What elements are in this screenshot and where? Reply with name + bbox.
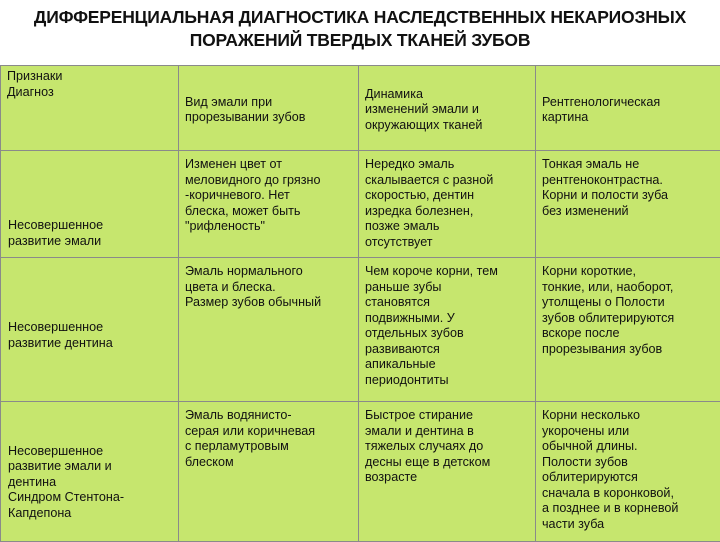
table-row <box>1 258 720 402</box>
header-cell-dynamics: Динамика изменений эмали и окружающих тканей <box>359 66 536 151</box>
title-line-1: ДИФФЕРЕНЦИАЛЬНАЯ ДИАГНОСТИКА НАСЛЕДСТВЕННЫХ НЕКАРИОЗНЫХ <box>0 6 720 29</box>
xray-cell: Корни несколько укорочены или обычной длины. Полости зубов облитерируются сначала в коронковой, а позднее и в корневой части зуба <box>536 402 720 542</box>
dynamics-cell: Чем короче корни, тем раньше зубы становятся подвижными. У отдельных зубов развиваются апикальные периодонтиты <box>359 258 536 402</box>
header-cell-enamel-appearance: Вид эмали при прорезывании зубов <box>179 66 359 151</box>
enamel-cell: Эмаль нормального цвета и блеска. Размер зубов обычный <box>179 258 359 402</box>
xray-cell: Корни короткие, тонкие, или, наоборот, утолщены о Полости зубов облитерируются вскоре после прорезывания зубов <box>536 258 720 402</box>
differential-diagnosis-table <box>0 65 720 542</box>
title-line-2: ПОРАЖЕНИЙ ТВЕРДЫХ ТКАНЕЙ ЗУБОВ <box>0 29 720 52</box>
enamel-cell: Эмаль водянисто- серая или коричневая с перламутровым блеском <box>179 402 359 542</box>
dynamics-cell: Нередко эмаль скалывается с разной скоростью, дентин изредка болезнен, позже эмаль отсутствует <box>359 151 536 258</box>
xray-cell: Тонкая эмаль не рентгеноконтрастна. Корни и полости зуба без изменений <box>536 151 720 258</box>
diagnosis-cell: Несовершенное развитие эмали <box>1 151 179 258</box>
dynamics-cell: Быстрое стирание эмали и дентина в тяжелых случаях до десны еще в детском возрасте <box>359 402 536 542</box>
table-row <box>1 151 720 258</box>
diagnosis-cell: Несовершенное развитие эмали и дентина Синдром Стентона- Капдепона <box>1 402 179 542</box>
table-row <box>1 402 720 542</box>
header-cell-xray: Рентгенологическая картина <box>536 66 720 151</box>
page-title <box>0 0 720 62</box>
table-header-row <box>1 66 720 151</box>
diagnosis-cell: Несовершенное развитие дентина <box>1 258 179 402</box>
header-cell-signs-diagnosis: Признаки Диагноз <box>1 66 179 151</box>
enamel-cell: Изменен цвет от меловидного до грязно -коричневого. Нет блеска, может быть "рифленость" <box>179 151 359 258</box>
